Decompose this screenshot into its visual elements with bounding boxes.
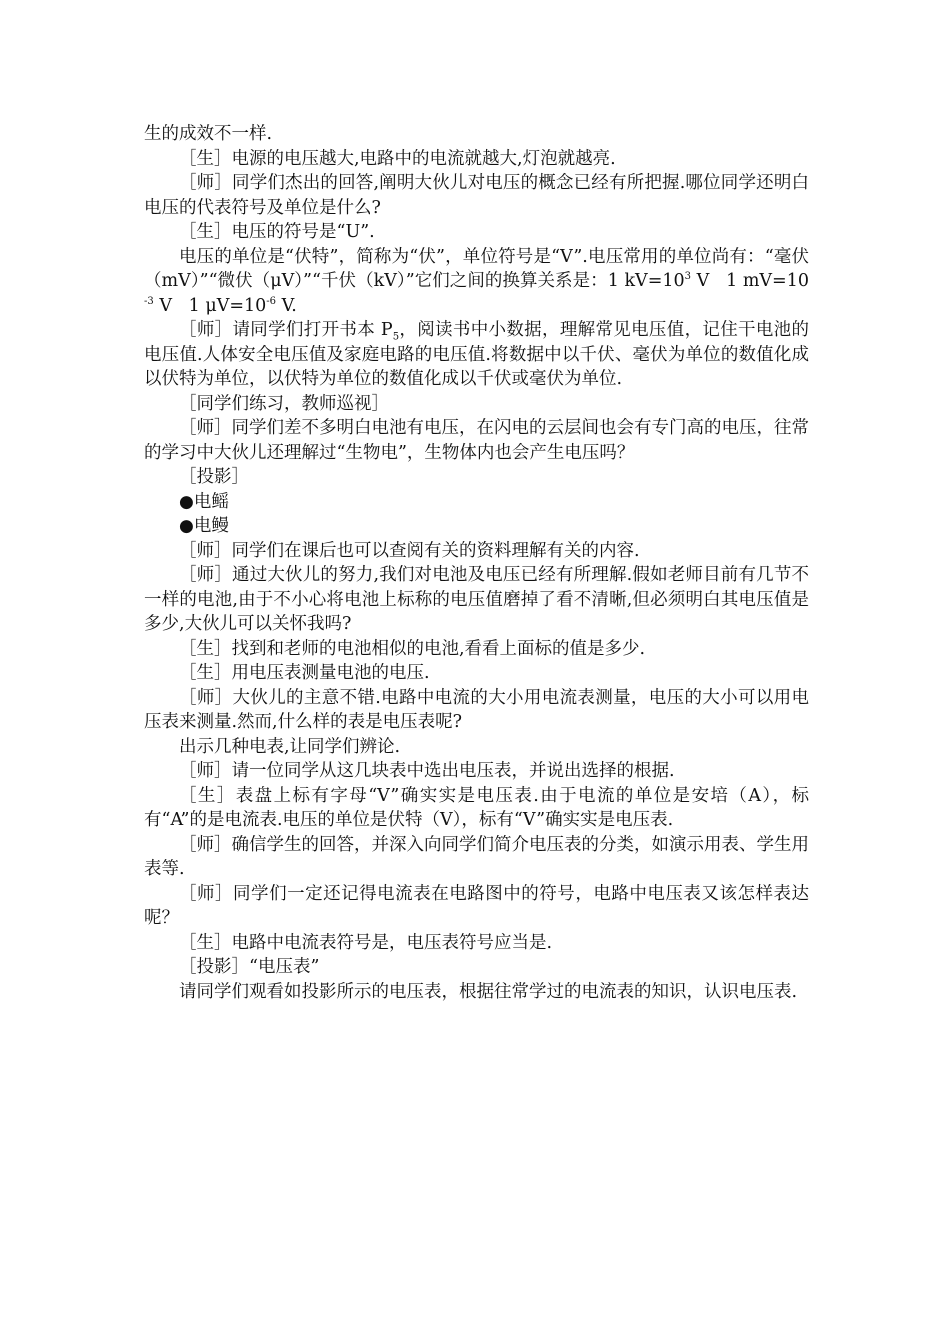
paragraph: ［生］电路中电流表符号是，电压表符号应当是. bbox=[179, 932, 553, 953]
paragraph: ［师］大伙儿的主意不错.电路中电流的大小用电流表测量，电压的大小可以用电压表来测量.然而,什么样的表是电压表呢? bbox=[144, 687, 809, 732]
paragraph: ［师］同学们一定还记得电流表在电路图中的符号，电路中电压表又该怎样表达呢？ bbox=[144, 883, 809, 928]
list-item-text: 电鳗 bbox=[193, 516, 229, 536]
paragraph: ［生］找到和老师的电池相似的电池,看看上面标的值是多少. bbox=[179, 638, 646, 659]
paragraph: ［师］确信学生的回答，并深入向同学们简介电压表的分类，如演示用表、学生用表等. bbox=[144, 834, 809, 879]
list-item bbox=[144, 490, 809, 515]
paragraph-voltage-units bbox=[144, 245, 809, 319]
paragraph-text: ，阅读书中小数据，理解常见电压值，记住干电池的电压值.人体安全电压值及家庭电路的电压值.将数据中以千伏、毫伏为单位的数值化成以伏特为单位，以伏特为单位的数值化成以千伏或毫伏为单位. bbox=[144, 320, 810, 389]
paragraph: ［师］通过大伙儿的努力,我们对电池及电压已经有所理解.假如老师目前有几节不一样的电池,由于不小心将电池上标称的电压值磨掉了看不清晰,但必须明白其电压值是多少,大伙儿可以关怀我吗? bbox=[144, 565, 809, 634]
formula-uv bbox=[189, 296, 297, 316]
paragraph: ［师］请一位同学从这几块表中选出电压表，并说出选择的根据. bbox=[179, 761, 675, 781]
paragraph: ［生］用电压表测量电池的电压. bbox=[179, 663, 430, 683]
paragraph: ［生］表盘上标有字母“V”确实实是电压表.由于电流的单位是安培（A），标有“A”的是电流表.电压的单位是伏特（V），标有“V”确实实是电压表. bbox=[144, 785, 809, 830]
formula-base: 1 mV=10 bbox=[726, 271, 809, 291]
paragraph: ［师］同学们在课后也可以查阅有关的资料理解有关的内容. bbox=[179, 540, 640, 561]
formula-unit: V bbox=[691, 271, 710, 291]
bullet-icon: ● bbox=[179, 516, 194, 536]
formula-exponent: -6 bbox=[266, 295, 277, 307]
paragraph-text: ［师］请同学们打开书本 P bbox=[179, 320, 393, 340]
paragraph-textbook bbox=[144, 318, 809, 392]
list-item bbox=[144, 514, 809, 539]
paragraph: ［生］电源的电压越大,电路中的电流就越大,灯泡就越亮. bbox=[179, 148, 616, 169]
bullet-icon: ● bbox=[179, 491, 194, 512]
formula-base: 1 μV=10 bbox=[188, 295, 267, 316]
paragraph: ［生］电压的符号是“U”. bbox=[179, 222, 375, 242]
paragraph: 请同学们观看如投影所示的电压表，根据往常学过的电流表的知识，认识电压表. bbox=[179, 981, 798, 1002]
formula-exponent: 3 bbox=[684, 271, 691, 283]
formula-unit: V. bbox=[276, 295, 297, 316]
document-body bbox=[144, 122, 809, 1004]
paragraph: 出示几种电表,让同学们辨论. bbox=[179, 736, 401, 757]
paragraph: ［师］同学们差不多明白电池有电压，在闪电的云层间也会有专门高的电压，往常的学习中大伙儿还理解过“生物电”，生物体内也会产生电压吗？ bbox=[144, 418, 809, 463]
paragraph-text: 电压的单位是“伏特”，简称为“伏”，单位符号是“V”.电压常用的单位尚有：“毫伏（mV）”“微伏（μV）”“千伏（kV）”它们之间的换算关系是： bbox=[144, 246, 809, 291]
list-item-text: 电鳐 bbox=[193, 491, 229, 512]
formula-unit: V bbox=[153, 295, 172, 316]
paragraph: 生的成效不一样. bbox=[144, 124, 273, 144]
paragraph: ［同学们练习，教师巡视］ bbox=[179, 393, 389, 414]
paragraph: ［师］同学们杰出的回答,阐明大伙儿对电压的概念已经有所把握.哪位同学还明白电压的代表符号及单位是什么? bbox=[144, 173, 809, 218]
page-subscript: 5 bbox=[392, 331, 400, 343]
paragraph: ［投影］“电压表” bbox=[179, 957, 320, 977]
formula-exponent: -3 bbox=[144, 295, 154, 307]
formula-base: 1 kV=10 bbox=[607, 271, 685, 291]
paragraph: ［投影］ bbox=[179, 467, 249, 487]
formula-kv bbox=[608, 271, 710, 291]
